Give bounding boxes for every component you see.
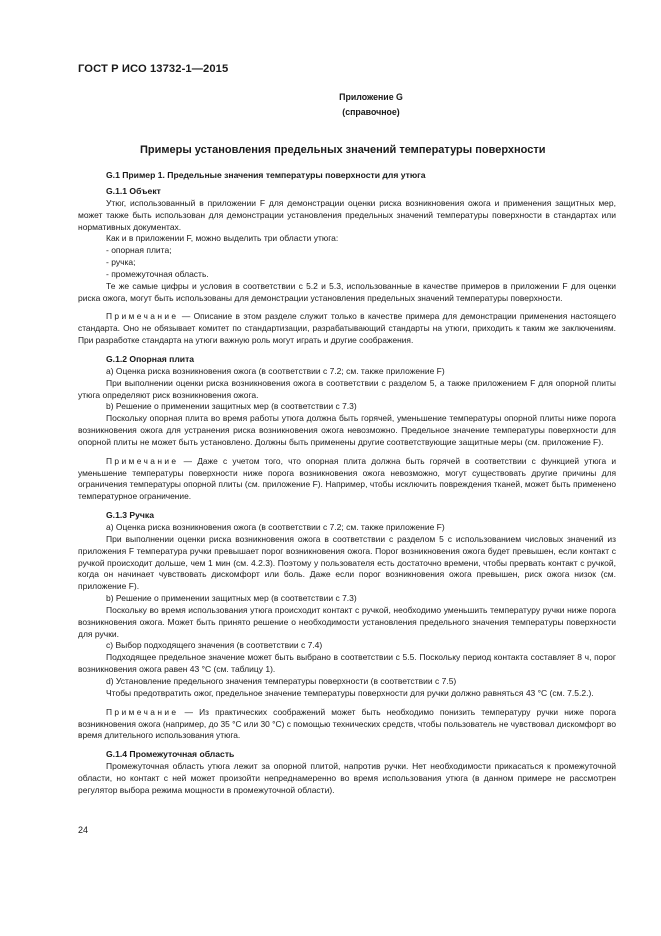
list-item: а) Оценка риска возникновения ожога (в соответствии с 7.2; см. также приложение F)	[106, 365, 445, 376]
section-g13-heading: G.1.3 Ручка	[106, 510, 154, 521]
paragraph: Промежуточная область утюга лежит за опорной плитой, напротив ручки. Нет необходимости прикасаться к промежуточной области, но контакт с ней может произойти непреднамеренно во время использования утюга (в данном примере не рассмотрен регулятор выбора режима мощности в промежуточной области).	[78, 761, 616, 795]
note-label: Примечание	[106, 455, 179, 466]
section-g1-heading: G.1 Пример 1. Предельные значения температуры поверхности для утюга	[106, 170, 426, 180]
list-item: d) Установление предельного значения температуры поверхности (в соответствии с 7.5)	[106, 676, 457, 686]
section-g12-heading: G.1.2 Опорная плита	[106, 353, 195, 364]
list-item: с) Выбор подходящего значения (в соответствии с 7.4)	[106, 640, 323, 651]
note-text: — Описание в этом разделе служит только в качестве примера для демонстрации применения настоящего стандарта. Оно не обязывает комитет по стандартизации, разрабатывающий стандарты на утюги, приходить к таким же заключениям. При разработке стандарта на утюги важную роль могут играть и другие соображения.	[78, 311, 616, 346]
paragraph: Утюг, использованный в приложении F для демонстрации оценки риска возникновения ожога и применения защитных мер, может также быть использован для демонстрации установления предельных значений температуры поверхности в стандартах или нормативных документах.	[78, 197, 616, 232]
list-item: b) Решение о применении защитных мер (в соответствии с 7.3)	[106, 593, 357, 604]
document-header: ГОСТ Р ИСО 13732-1—2015	[78, 63, 229, 75]
annex-main-title: Примеры установления предельных значений температуры поверхности	[140, 144, 546, 156]
list-item: - ручка;	[106, 257, 136, 268]
paragraph: Подходящее предельное значение может быть выбрано в соответствии с 5.5. Поскольку период контакта составляет 8 ч, порог возникновения ожога равен 43 °С (см. таблицу 1).	[78, 652, 616, 675]
note-label: Примечание	[106, 706, 179, 717]
paragraph: При выполнении оценки риска возникновения ожога в соответствии с разделом 5, а также приложением F для опорной плиты утюга определяют риск возникновения ожога.	[78, 377, 616, 400]
note	[78, 707, 616, 743]
annex-heading	[78, 90, 435, 119]
list-item: а) Оценка риска возникновения ожога (в соответствии с 7.2; см. также приложение F)	[106, 522, 445, 533]
paragraph: Поскольку опорная плита во время работы утюга должна быть горячей, уменьшение температуры опорной плиты ниже порога возникновения ожога для устранения риска возникновения ожога невозможно. Предельное значение температуры поверхности для опорной плиты не может быть установлено. Должны быть применены другие соответствующие защитные меры (см. приложение F).	[78, 413, 616, 447]
list-item: b) Решение о применении защитных мер (в соответствии с 7.3)	[106, 401, 357, 412]
annex-type: (справочное)	[342, 106, 400, 117]
annex-title: Приложение G	[339, 92, 403, 102]
list-item: - опорная плита;	[106, 245, 172, 256]
note	[78, 311, 616, 347]
note-text: — Даже с учетом того, что опорная плита должна быть горячей в соответствии с функцией утюга и уменьшение температуры поверхности ниже порога возникновения ожога невозможно, могут существовать другие причины для ограничения температуры опорной плиты (см. приложение F). Например, чтобы исключить повреждения тканей, может быть применено температурное ограничение.	[78, 455, 616, 502]
note	[78, 456, 616, 503]
list-item: - промежуточная область.	[106, 268, 209, 279]
note-text: — Из практических соображений может быть необходимо понизить температуру ручки ниже порога возникновения ожога (например, до 35 °С или 30 °С) с помощью технических средств, чтобы пользователь не чувствовал дискомфорт во время длительного использования утюга.	[78, 706, 616, 741]
page-number: 24	[78, 825, 89, 835]
section-g14-heading: G.1.4 Промежуточная область	[106, 749, 235, 760]
paragraph: Поскольку во время использования утюга происходит контакт с ручкой, необходимо уменьшить температуру ручки ниже порога возникновения ожога. Может быть принято решение о необходимости установления предельного значения температуры поверхности для ручки.	[78, 604, 616, 639]
note-label: Примечание	[106, 311, 179, 322]
section-g11-heading: G.1.1 Объект	[106, 185, 161, 196]
paragraph: Как и в приложении F, можно выделить три области утюга:	[106, 233, 339, 244]
paragraph: Те же самые цифры и условия в соответствии с 5.2 и 5.3, использованные в качестве примеров в приложении F для оценки риска ожога, могут быть использованы для демонстрации установления предельных значений температуры поверхности.	[78, 280, 616, 303]
paragraph: При выполнении оценки риска возникновения ожога в соответствии с разделом 5 с использованием числовых значений из приложения F температура ручки превышает порог возникновения ожога. Порог возникновения ожога будет превышен, если контакт с ручкой происходит дольше, чем 1 мин (см. 4.2.3). Поэтому у пользователя есть достаточно времени, чтобы прервать контакт с ручкой, когда он начинает чувствовать дискомфорт или боль. Даже если порог возникновения ожога превышен, риск ожога низок (см. приложение F).	[78, 533, 616, 592]
paragraph: Чтобы предотвратить ожог, предельное значение температуры поверхности для ручки должно равняться 43 °С (см. 7.5.2.).	[106, 687, 594, 698]
